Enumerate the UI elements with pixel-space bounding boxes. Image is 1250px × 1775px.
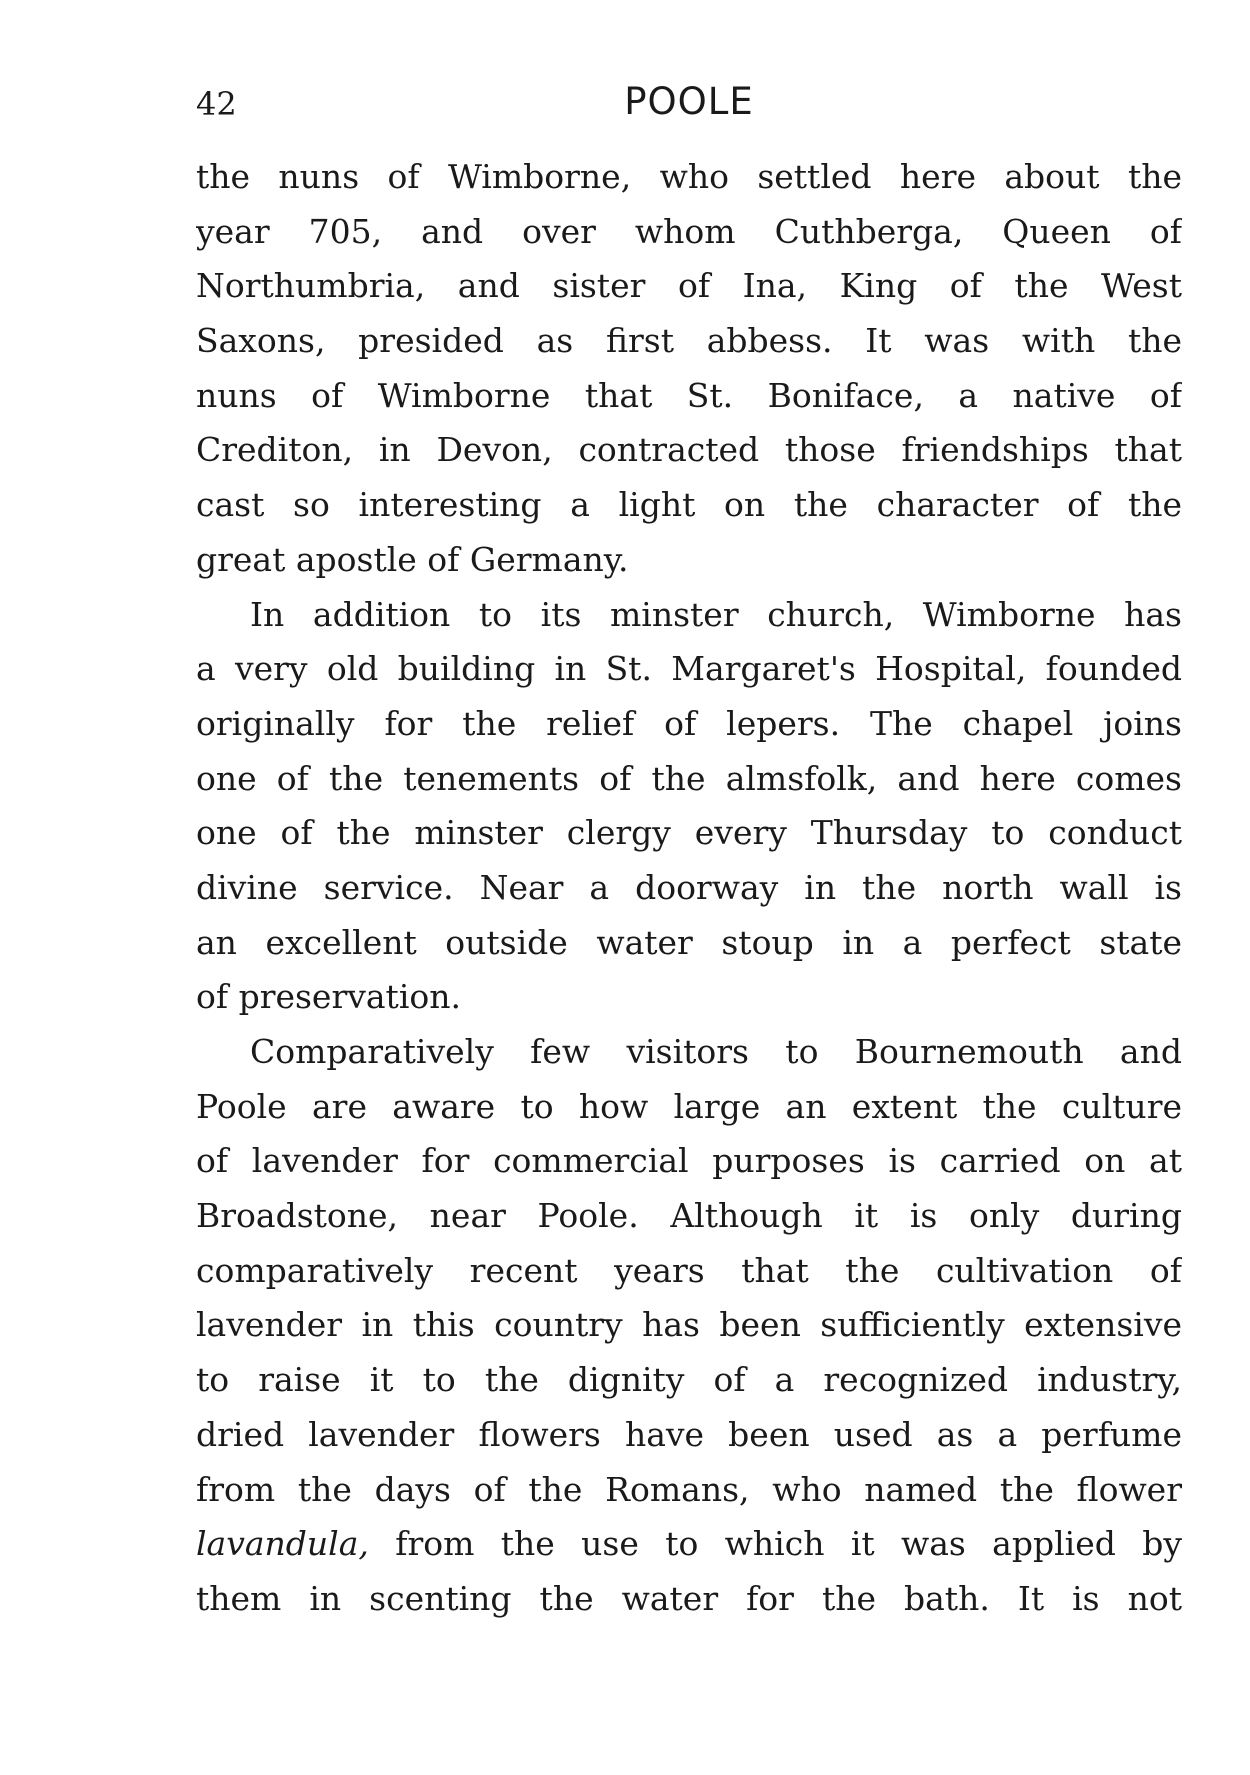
text-line: originally for the relief of lepers. The chapel joins [196, 703, 1182, 743]
text-line: great apostle of Germany. [196, 539, 629, 579]
text-line: year 705, and over whom Cuthberga, Queen of [196, 211, 1182, 251]
text-line: an excellent outside water stoup in a perfect state [196, 922, 1182, 962]
text-line: cast so interesting a light on the character of the [196, 485, 1182, 525]
text-line: to raise it to the dignity of a recognized industry, [196, 1360, 1182, 1400]
text-line: Crediton, in Devon, contracted those friendships that [196, 430, 1182, 470]
running-title: POOLE [624, 80, 754, 123]
text-line: of preservation. [196, 977, 461, 1017]
text-line: nuns of Wimborne that St. Boniface, a native of [196, 375, 1182, 415]
text-line: lavender in this country has been sufficiently extensive [196, 1305, 1182, 1345]
page-header [196, 80, 1182, 130]
text-line: the nuns of Wimborne, who settled here about the [196, 157, 1182, 196]
text-line: from the days of the Romans, who named the flower [196, 1469, 1182, 1509]
text-line: one of the tenements of the almsfolk, and here comes [196, 758, 1182, 798]
text-line [196, 1517, 1182, 1572]
text-line: Poole are aware to how large an extent the culture [196, 1086, 1182, 1126]
italic-term: lavandula, [196, 1524, 369, 1564]
text-line: one of the minster clergy every Thursday to conduct [196, 813, 1182, 853]
text-line-remainder: from the use to which it was applied by [368, 1524, 1182, 1564]
text-line: comparatively recent years that the cultivation of [196, 1250, 1182, 1290]
paragraph-3 [196, 1025, 1182, 1627]
text-line: divine service. Near a doorway in the north wall is [196, 867, 1182, 907]
body-text [196, 150, 1182, 1627]
text-line: of lavender for commercial purposes is carried on at [196, 1141, 1182, 1181]
text-line: dried lavender flowers have been used as a perfume [196, 1414, 1182, 1454]
paragraph-2 [196, 588, 1182, 1026]
paragraph-1 [196, 150, 1182, 588]
text-line: Saxons, presided as first abbess. It was with the [196, 321, 1182, 361]
text-line: Broadstone, near Poole. Although it is only during [196, 1196, 1182, 1236]
text-line: In addition to its minster church, Wimborne has [250, 594, 1182, 634]
text-line: a very old building in St. Margaret's Hospital, founded [196, 649, 1182, 689]
text-line: them in scenting the water for the bath. It is not [196, 1578, 1182, 1618]
text-line: Northumbria, and sister of Ina, King of the West [196, 266, 1182, 306]
text-line: Comparatively few visitors to Bournemouth and [250, 1032, 1182, 1071]
page-number: 42 [196, 85, 237, 123]
